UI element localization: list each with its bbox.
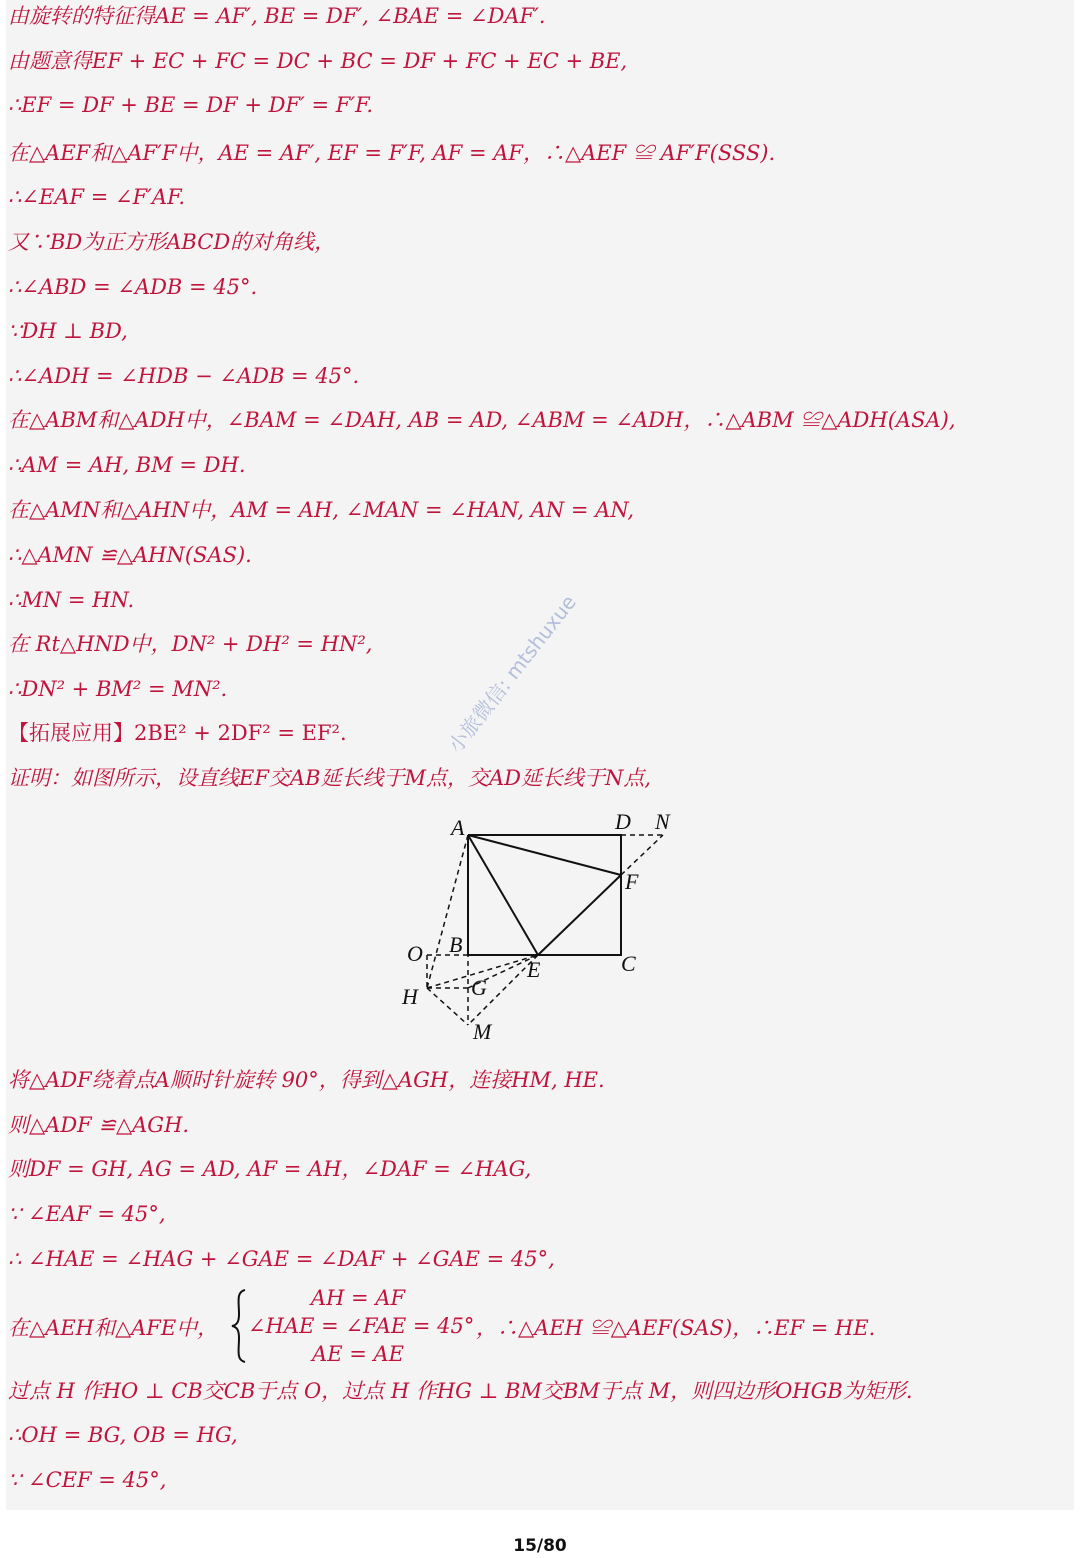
text-line-17: 【拓展应用】2BE² + 2DF² = EF². <box>8 721 347 745</box>
label-a: A <box>451 815 465 840</box>
label-f: F <box>625 869 639 894</box>
congruence-brace-block <box>8 1284 1008 1368</box>
geometry-figure <box>395 805 695 1050</box>
segment-af <box>468 835 621 875</box>
text-line-16: ∴DN² + BM² = MN². <box>8 677 228 701</box>
text-line-18: 证明：如图所示，设直线EF交AB延长线于M点，交AD延长线于N点, <box>8 766 652 790</box>
text-line-15: 在 Rt△HND中，DN² + DH² = HN², <box>8 632 373 656</box>
text-line-25: ∴OH = BG, OB = HG, <box>8 1423 238 1447</box>
brace-row-1: AH = AF <box>310 1286 406 1310</box>
label-b: B <box>449 932 463 957</box>
text-line-3: ∴EF = DF + BE = DF + DF′ = F′F. <box>8 93 374 117</box>
text-line-11: ∴AM = AH, BM = DH. <box>8 453 246 477</box>
brace-row-2: ∠HAE = ∠FAE = 45° <box>248 1314 475 1338</box>
text-line-13: ∴△AMN ≌△AHN(SAS). <box>8 543 252 567</box>
text-line-7: ∴∠ABD = ∠ADB = 45°. <box>8 275 258 299</box>
text-line-4: 在△AEF和△AF′F中，AE = AF′, EF = F′F, AF = AF，∴△AEF ≌ AF′F(SSS). <box>8 141 776 165</box>
dashed-ah <box>427 835 468 988</box>
figure-solid-lines <box>468 835 621 955</box>
square-abcd <box>468 835 621 955</box>
label-m: M <box>473 1019 492 1044</box>
brace-rows <box>248 1284 475 1368</box>
text-line-26: ∵ ∠CEF = 45°, <box>8 1468 167 1492</box>
label-c: C <box>621 951 636 976</box>
text-line-10: 在△ABM和△ADH中，∠BAM = ∠DAH, AB = AD, ∠ABM = ∠ADH，∴△ABM ≌△ADH(ASA), <box>8 408 956 432</box>
text-line-19: 将△ADF绕着点A顺时针旋转 90°，得到△AGH，连接HM, HE. <box>8 1068 605 1092</box>
brace-suffix: ，∴△AEH ≌△AEF(SAS)，∴EF = HE. <box>476 1316 876 1340</box>
label-h: H <box>402 984 418 1009</box>
text-line-12: 在△AMN和△AHN中，AM = AH, ∠MAN = ∠HAN, AN = AN, <box>8 498 635 522</box>
text-line-9: ∴∠ADH = ∠HDB − ∠ADB = 45°. <box>8 364 360 388</box>
text-line-21: 则DF = GH, AG = AD, AF = AH，∠DAF = ∠HAG, <box>8 1157 532 1181</box>
text-line-20: 则△ADF ≌△AGH. <box>8 1113 190 1137</box>
label-e: E <box>527 957 541 982</box>
text-line-2: 由题意得EF + EC + FC = DC + BC = DF + FC + EC + BE, <box>8 49 628 73</box>
text-line-23: ∴ ∠HAE = ∠HAG + ∠GAE = ∠DAF + ∠GAE = 45°, <box>8 1247 555 1271</box>
label-n: N <box>655 809 670 834</box>
text-line-8: ∵DH ⊥ BD, <box>8 319 128 343</box>
text-line-24: 过点 H 作HO ⊥ CB交CB于点 O，过点 H 作HG ⊥ BM交BM于点 M，则四边形OHGB为矩形. <box>8 1379 913 1403</box>
label-g: G <box>471 975 487 1000</box>
brace-row-3: AE = AE <box>312 1342 404 1366</box>
label-d: D <box>615 809 631 834</box>
segment-ae <box>468 835 538 955</box>
left-brace-icon <box>230 1288 248 1364</box>
text-line-5: ∴∠EAF = ∠F′AF. <box>8 185 186 209</box>
dashed-hm <box>427 988 468 1025</box>
page-number: 15/80 <box>513 1536 567 1556</box>
text-line-6: 又∵BD为正方形ABCD的对角线， <box>8 230 336 254</box>
watermark: 小旅微信: mtshuxue <box>443 590 581 758</box>
label-o: O <box>407 941 423 966</box>
text-line-22: ∵ ∠EAF = 45°, <box>8 1202 166 1226</box>
text-line-14: ∴MN = HN. <box>8 588 135 612</box>
figure-dashed-lines <box>427 835 663 1025</box>
text-line-1: 由旋转的特征得AE = AF′, BE = DF′, ∠BAE = ∠DAF′. <box>8 4 546 28</box>
brace-prefix: 在△AEH和△AFE中， <box>8 1316 219 1340</box>
segment-ef <box>538 875 621 955</box>
